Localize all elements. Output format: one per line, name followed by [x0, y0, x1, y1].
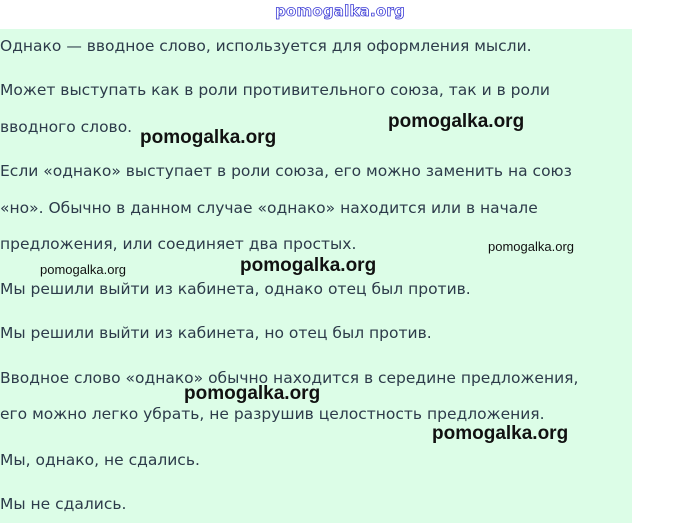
header-watermark: pomogalka.org — [275, 2, 405, 20]
watermark-overlay: pomogalka.org — [240, 255, 377, 276]
watermark-overlay: pomogalka.org — [488, 239, 574, 254]
watermark-overlay: pomogalka.org — [40, 262, 126, 277]
watermark-overlay: pomogalka.org — [432, 423, 569, 444]
text-line-8: Мы решили выйти из кабинета, но отец был против. — [0, 324, 432, 342]
text-line-9: Вводное слово «однако» обычно находится в середине предложения, — [0, 369, 579, 387]
text-line-6: предложения, или соединяет два простых. — [0, 235, 357, 253]
text-line-4: Если «однако» выступает в роли союза, его можно заменить на союз — [0, 162, 572, 180]
watermark-overlay: pomogalka.org — [184, 383, 321, 404]
text-line-5: «но». Обычно в данном случае «однако» находится или в начале — [0, 199, 538, 217]
text-line-2: Может выступать как в роли противительного союза, так и в роли — [0, 81, 550, 99]
text-line-10: его можно легко убрать, не разрушив целостность предложения. — [0, 405, 545, 423]
text-line-1: Однако — вводное слово, используется для оформления мысли. — [0, 37, 532, 55]
text-line-3: вводного слово. — [0, 118, 133, 136]
text-line-11: Мы, однако, не сдались. — [0, 451, 200, 469]
watermark-overlay: pomogalka.org — [140, 127, 277, 148]
watermark-overlay: pomogalka.org — [388, 111, 525, 132]
text-line-7: Мы решили выйти из кабинета, однако отец был против. — [0, 280, 471, 298]
text-line-12: Мы не сдались. — [0, 495, 127, 513]
